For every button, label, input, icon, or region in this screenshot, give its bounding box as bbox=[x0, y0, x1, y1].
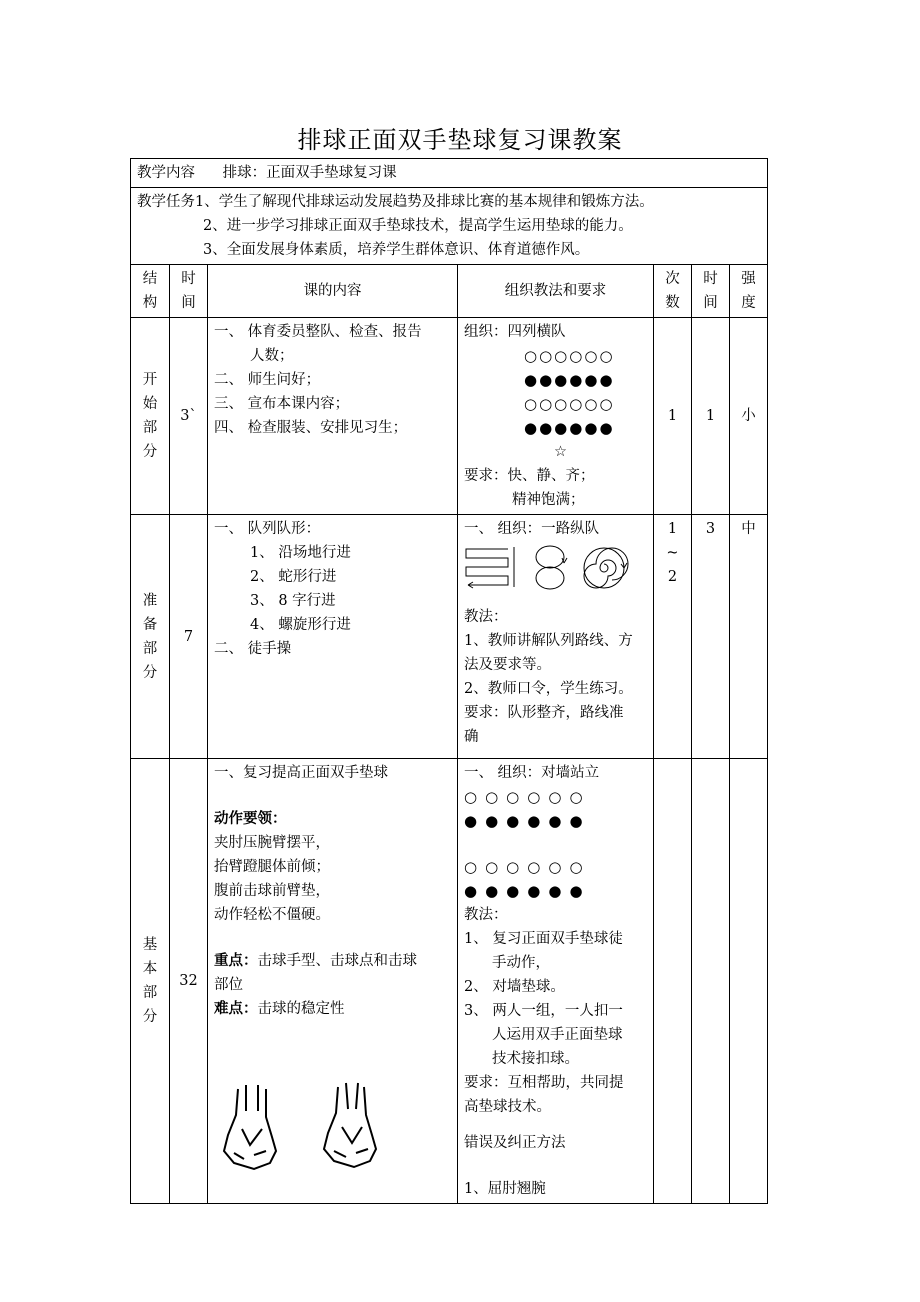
teaching-content-value: 排球：正面双手垫球复习课 bbox=[222, 165, 397, 181]
key-point-label: 重点： bbox=[214, 952, 258, 969]
teacher-star-icon: ☆ bbox=[554, 444, 567, 460]
header-count: 次 数 bbox=[654, 265, 692, 318]
org-label: 一、 组织：对墙站立 bbox=[464, 765, 600, 781]
section-prep-method: 一、 组织：一路纵队 教法： 1、教师讲解队列路线、方 法及要求等。 2、教师口令，学生练习。 要求：队形整齐，路线准 确 bbox=[458, 515, 654, 759]
section-start-content: 一、 体育委员整队、检查、报告 人数； 二、 师生问好； 三、 宣布本课内容； 四、 检查服装、安排见习生； bbox=[208, 318, 458, 515]
section-start-duration: 1 bbox=[692, 318, 730, 515]
section-prep-row bbox=[131, 515, 768, 759]
org-label: 组织：四列横队 bbox=[464, 324, 566, 340]
teaching-content-label: 教学内容 bbox=[137, 165, 195, 181]
section-main-content: 一、复习提高正面双手垫球 动作要领： 夹肘压腕臂摆平， 抬臂蹬腿体前倾； 腹前击球前臂垫， 动作轻松不僵硬。 重点：击球手型、击球点和击球 部位 难点：击球的稳定性 bbox=[208, 759, 458, 1204]
section-prep-count: 1 ~ 2 bbox=[654, 515, 692, 759]
section-start-row bbox=[131, 318, 768, 515]
header-intensity: 强 度 bbox=[730, 265, 768, 318]
section-prep-intensity: 中 bbox=[730, 515, 768, 759]
section-start-method: 组织：四列横队 ○○○○○○ ●●●●●● ○○○○○○ ●●●●●● ☆ 要求：快、静、齐； 精神饱满； bbox=[458, 318, 654, 515]
formation-row: ●●●●●● bbox=[464, 882, 591, 900]
header-method: 组织教法和要求 bbox=[458, 265, 654, 318]
section-start-intensity: 小 bbox=[730, 318, 768, 515]
error-item: 1、屈肘翘腕 bbox=[464, 1181, 546, 1197]
task-item: 3、全面发展身体素质，培养学生群体意识、体育道德作风。 bbox=[203, 242, 590, 258]
formation-row: ●●●●●● bbox=[524, 419, 615, 437]
formation-row: ○○○○○○ bbox=[524, 347, 615, 365]
header-structure: 结 构 bbox=[131, 265, 170, 318]
section-main-row bbox=[131, 759, 768, 1204]
formation-row: ○○○○○○ bbox=[524, 395, 615, 413]
teaching-tasks-label: 教学任务 bbox=[137, 194, 195, 210]
formation-row: ○○○○○○ bbox=[464, 788, 591, 806]
hand-position-illustration bbox=[214, 1055, 394, 1183]
header-row bbox=[131, 265, 768, 318]
essentials-label: 动作要领： bbox=[214, 810, 287, 827]
formation-row: ●●●●●● bbox=[464, 812, 591, 830]
section-start-count: 1 bbox=[654, 318, 692, 515]
errors-title: 错误及纠正方法 bbox=[464, 1135, 566, 1151]
section-main-intensity bbox=[730, 759, 768, 1204]
section-main-time: 32 bbox=[170, 759, 208, 1204]
org-label: 一、 组织：一路纵队 bbox=[464, 521, 600, 537]
section-main-method: 一、 组织：对墙站立 ○○○○○○ ●●●●●● ○○○○○○ ●●●●●● 教法： 1、 复习正面双手垫球徒 手动作， 2、 对墙垫球。 3、 两人一组，一人扣一 人运用双手正面垫球 技术接扣球。 要求：互相帮助，共同提 高垫球技术。 错误及纠正方法 1、屈肘翘腕 bbox=[458, 759, 654, 1204]
section-prep-duration: 3 bbox=[692, 515, 730, 759]
teaching-content-row bbox=[131, 159, 768, 188]
header-duration: 时 间 bbox=[692, 265, 730, 318]
difficulty-label: 难点： bbox=[214, 1000, 258, 1017]
formation-row: ●●●●●● bbox=[524, 371, 615, 389]
march-route-diagram bbox=[464, 541, 634, 593]
section-start-name: 开 始 部 分 bbox=[131, 318, 170, 515]
section-start-time: 3` bbox=[170, 318, 208, 515]
header-time: 时 间 bbox=[170, 265, 208, 318]
section-main-count bbox=[654, 759, 692, 1204]
section-prep-time: 7 bbox=[170, 515, 208, 759]
task-item: 2、进一步学习排球正面双手垫球技术，提高学生运用垫球的能力。 bbox=[203, 218, 633, 234]
teaching-tasks-row bbox=[131, 188, 768, 265]
section-prep-name: 准 备 部 分 bbox=[131, 515, 170, 759]
section-main-name: 基 本 部 分 bbox=[131, 759, 170, 1204]
formation-row: ○○○○○○ bbox=[464, 858, 591, 876]
lesson-plan-table bbox=[130, 158, 768, 1204]
section-prep-content: 一、 队列队形： 1、 沿场地行进 2、 蛇形行进 3、 8 字行进 4、 螺旋形行进 二、 徒手操 bbox=[208, 515, 458, 759]
page-title: 排球正面双手垫球复习课教案 bbox=[297, 126, 623, 154]
header-content: 课的内容 bbox=[208, 265, 458, 318]
task-item: 1、学生了解现代排球运动发展趋势及排球比赛的基本规律和锻炼方法。 bbox=[195, 194, 654, 210]
section-main-duration bbox=[692, 759, 730, 1204]
